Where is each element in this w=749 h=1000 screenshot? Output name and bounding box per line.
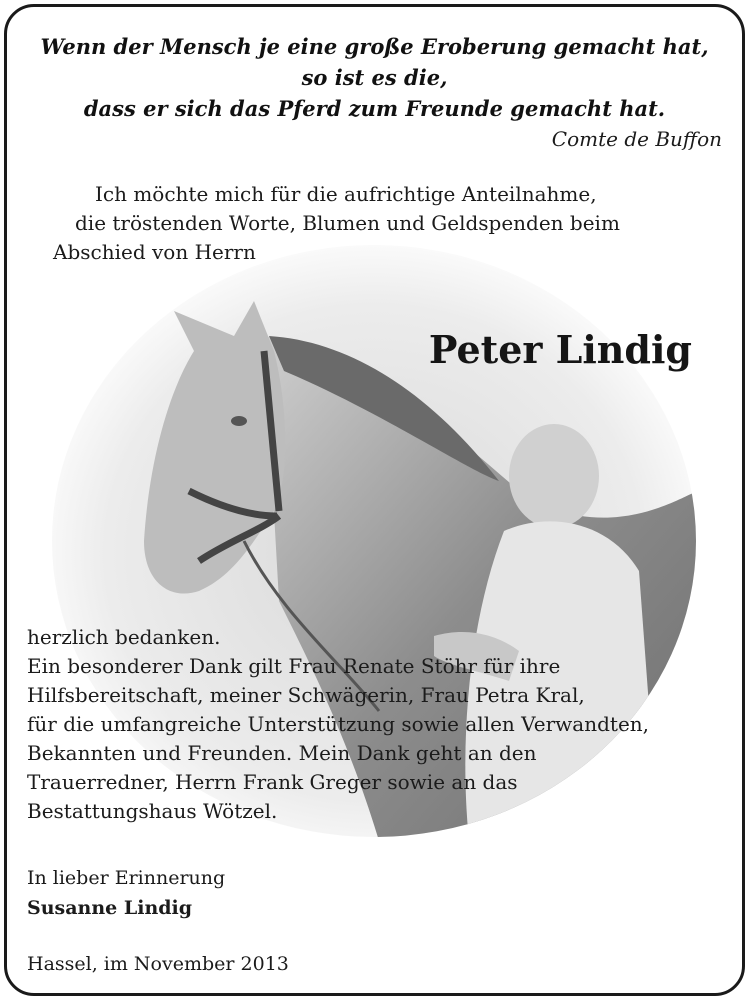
thanks-line: Bestattungshaus Wötzel. xyxy=(27,799,278,823)
quote-line: dass er sich das Pferd zum Freunde gemacht hat. xyxy=(83,96,666,121)
quote-author: Comte de Buffon xyxy=(551,127,722,151)
closing-line: In lieber Erinnerung xyxy=(27,867,226,889)
intro-line: die tröstenden Worte, Blumen und Geldspenden beim xyxy=(75,211,620,235)
deceased-name: Peter Lindig xyxy=(428,327,692,372)
signature: Susanne Lindig xyxy=(27,897,193,919)
thanks-text xyxy=(27,623,727,826)
quote-line: Wenn der Mensch je eine große Eroberung gemacht hat, xyxy=(40,34,709,59)
notice-frame xyxy=(4,4,745,996)
thanks-line: für die umfangreiche Unterstützung sowie allen Verwandten, xyxy=(27,712,650,736)
intro-line: Ich möchte mich für die aufrichtige Anteilnahme, xyxy=(95,182,597,206)
thanks-line: herzlich bedanken. xyxy=(27,625,221,649)
quote-block xyxy=(7,31,742,124)
thanks-line: Ein besonderer Dank gilt Frau Renate Stöhr für ihre xyxy=(27,654,561,678)
intro-line: Abschied von Herrn xyxy=(53,240,256,264)
thanks-line: Trauerredner, Herrn Frank Greger sowie an das xyxy=(27,770,518,794)
thanks-line: Hilfsbereitschaft, meiner Schwägerin, Frau Petra Kral, xyxy=(27,683,585,707)
thanks-line: Bekannten und Freunden. Mein Dank geht an den xyxy=(27,741,537,765)
quote-line: so ist es die, xyxy=(301,65,448,90)
place-date: Hassel, im November 2013 xyxy=(27,953,289,975)
closing-block xyxy=(27,863,225,923)
